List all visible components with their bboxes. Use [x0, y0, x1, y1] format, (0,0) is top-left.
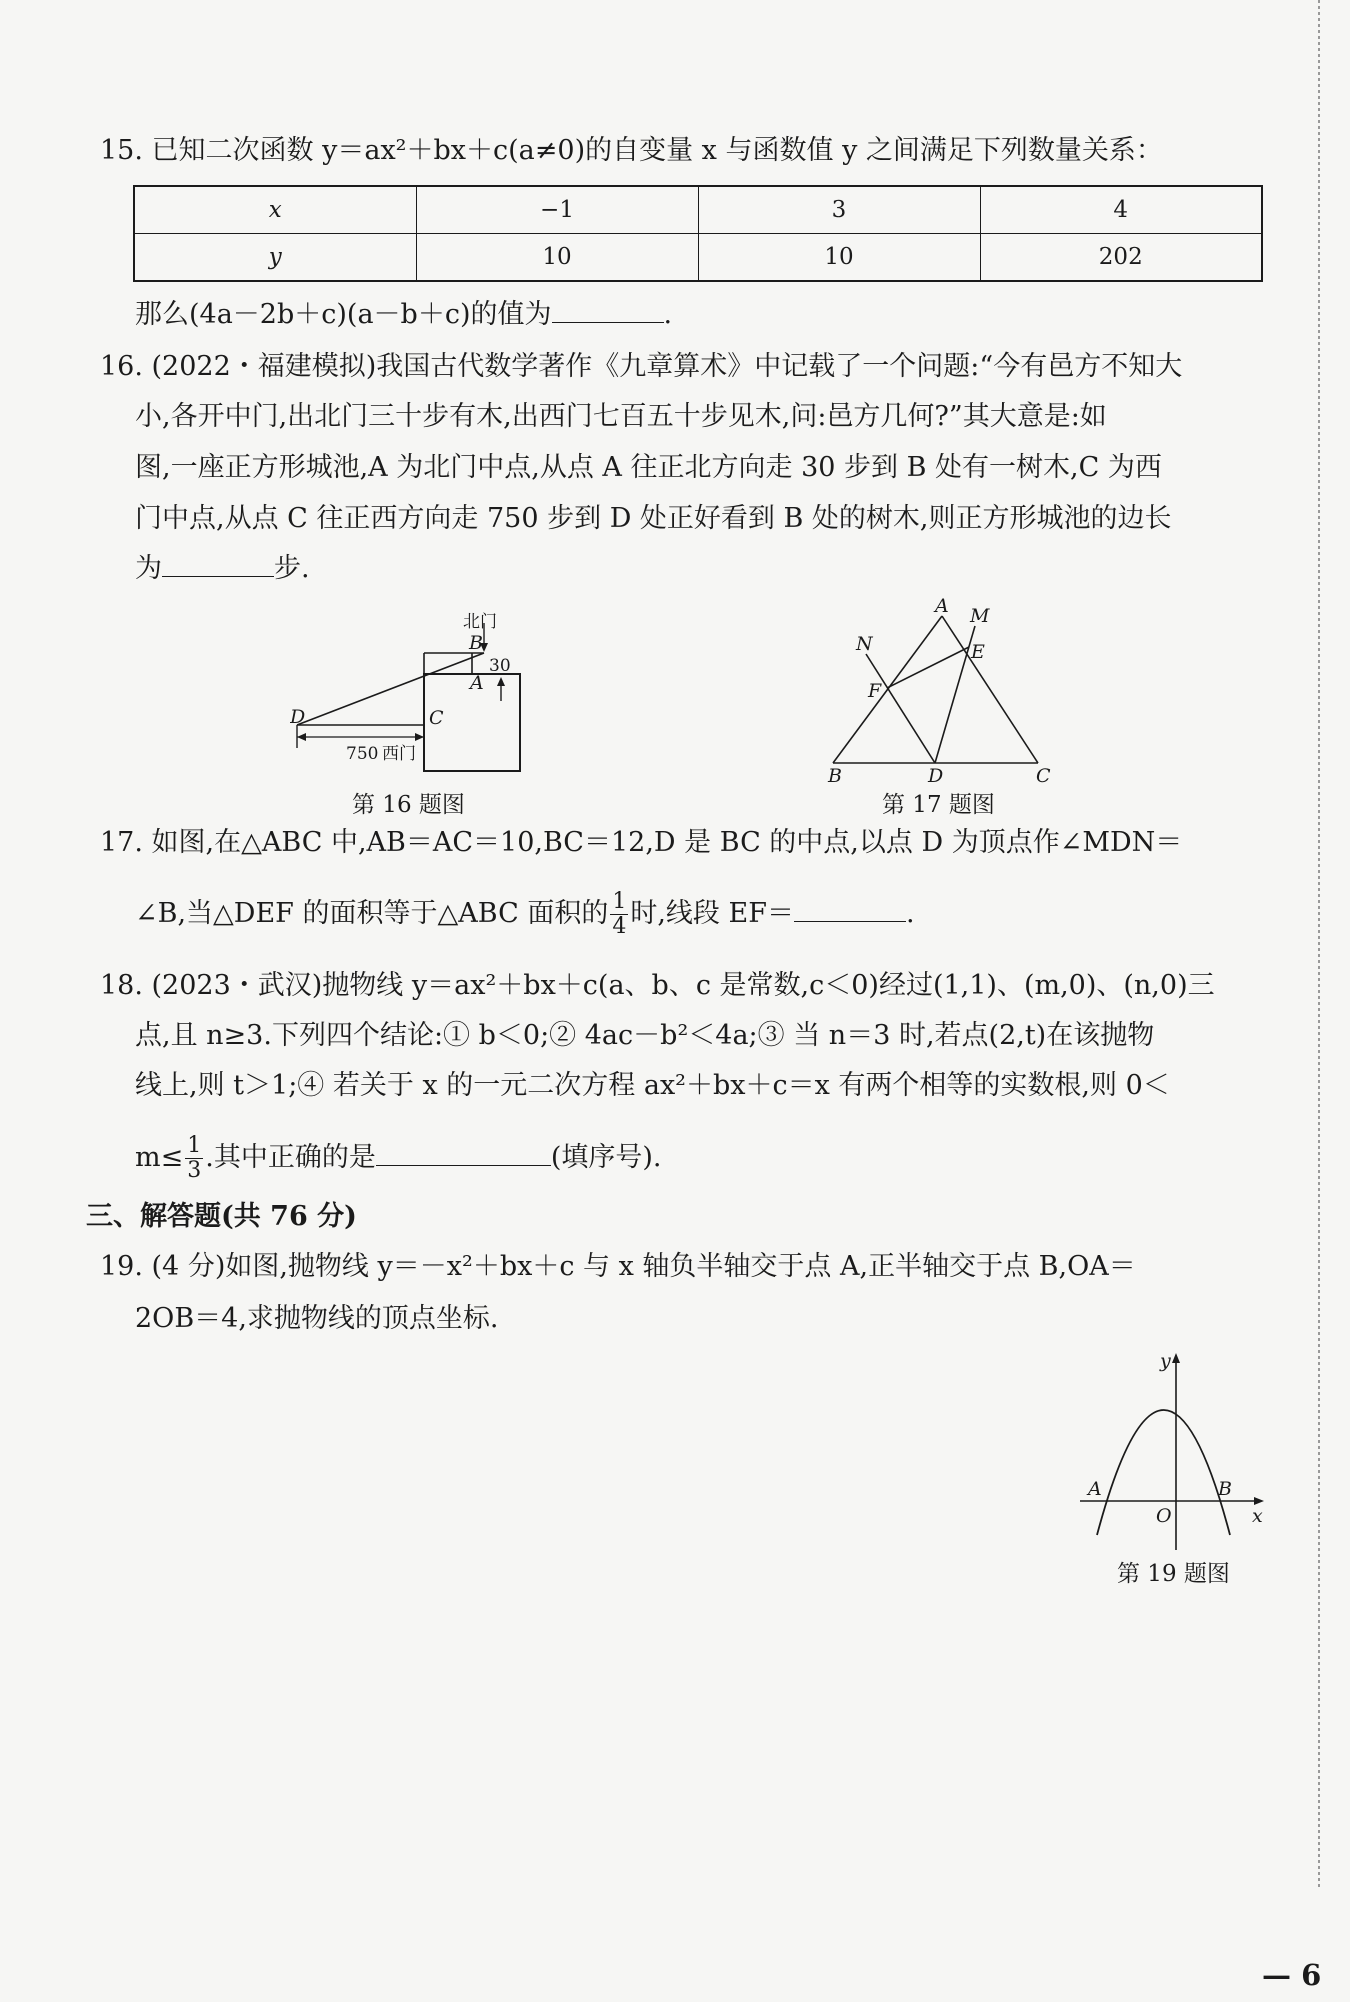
q19-line-2: 2OB＝4,求抛物线的顶点坐标. — [135, 1303, 499, 1334]
table-cell: −1 — [416, 186, 698, 234]
q17-figure — [820, 596, 1065, 786]
answer-blank[interactable] — [552, 298, 664, 323]
fraction-numerator: 1 — [187, 1133, 202, 1158]
q16-line-4: 门中点,从点 C 往正西方向走 750 步到 D 处正好看到 B 处的树木,则正方形城池的边长 — [135, 503, 1172, 534]
q19-caption: 第 19 题图 — [1117, 1561, 1230, 1587]
q18-line-4 — [135, 1134, 661, 1183]
point-label-f: F — [868, 680, 882, 702]
point-label-d: D — [290, 706, 306, 728]
point-label-a: A — [935, 596, 949, 617]
q16-figure — [290, 605, 550, 785]
north-gate-label: 北门 — [463, 612, 497, 632]
q17-line-2-text: ∠B,当△DEF 的面积等于△ABC 面积的 — [135, 898, 609, 929]
point-label-c: C — [429, 707, 444, 729]
west-gate-label: 西门 — [382, 744, 416, 764]
q16-line-1: 16. (2022・福建模拟)我国古代数学著作《九章算术》中记载了一个问题:“今有邑方不知大 — [100, 351, 1183, 382]
q19-line-1: 19. (4 分)如图,抛物线 y＝－x²＋bx＋c 与 x 轴负半轴交于点 A,正半轴交于点 B,OA＝ — [100, 1251, 1136, 1282]
q15-stem: 15. 已知二次函数 y＝ax²＋bx＋c(a≠0)的自变量 x 与函数值 y 之间满足下列数量关系： — [100, 135, 1163, 166]
q16-caption: 第 16 题图 — [352, 792, 465, 818]
q18-line-2: 点,且 n≥3.下列四个结论:① b＜0;② 4ac－b²＜4a;③ 当 n＝3 时,若点(2,t)在该抛物 — [135, 1020, 1155, 1051]
q16-line-5-end: 步. — [274, 553, 310, 584]
q19-figure — [1070, 1345, 1270, 1555]
x-axis-label: x — [1252, 1505, 1263, 1527]
q17-line-1: 17. 如图,在△ABC 中,AB＝AC＝10,BC＝12,D 是 BC 的中点,以点 D 为顶点作∠MDN＝ — [100, 827, 1183, 858]
table-cell: y — [134, 234, 416, 282]
q18-line-1: 18. (2023・武汉)抛物线 y＝ax²＋bx＋c(a、b、c 是常数,c＜0)经过(1,1)、(m,0)、(n,0)三 — [100, 970, 1215, 1001]
q15-ask-text: 那么(4a－2b＋c)(a－b＋c)的值为 — [135, 299, 552, 330]
point-label-b: B — [469, 632, 483, 654]
q15-value-table — [133, 185, 1263, 282]
table-cell: 4 — [980, 186, 1262, 234]
point-label-d: D — [928, 765, 944, 786]
fraction-one-third — [185, 1134, 203, 1183]
north-distance-label: 30 — [489, 656, 511, 676]
point-label-b: B — [828, 765, 842, 786]
west-distance-label: 750 — [346, 744, 379, 764]
fraction-numerator: 1 — [612, 889, 627, 914]
page-number: — 6 — [1262, 1958, 1322, 1992]
answer-blank[interactable] — [376, 1141, 551, 1166]
q17-line-2 — [135, 890, 915, 939]
q16-line-3: 图,一座正方形城池,A 为北门中点,从点 A 往正北方向走 30 步到 B 处有一树木,C 为西 — [135, 452, 1162, 483]
q15-ask — [135, 298, 672, 332]
point-label-n: N — [856, 633, 873, 655]
q16-line-5 — [135, 552, 310, 586]
fraction-denominator: 3 — [187, 1158, 202, 1183]
q18-line-4-end: (填序号). — [550, 1142, 662, 1173]
answer-blank[interactable] — [794, 897, 906, 922]
table-row — [134, 234, 1262, 282]
answer-blank[interactable] — [162, 552, 274, 577]
fraction-one-quarter — [610, 890, 628, 939]
section-title: 三、解答题(共 76 分) — [86, 1201, 357, 1232]
point-label-m: M — [970, 605, 990, 627]
q17-line-2-end: . — [905, 898, 915, 929]
fraction-denominator: 4 — [612, 914, 627, 939]
origin-label: O — [1156, 1505, 1172, 1527]
q17-line-2-mid: 时,线段 EF＝ — [630, 898, 794, 929]
point-label-a: A — [1088, 1478, 1102, 1500]
y-axis-label: y — [1160, 1350, 1171, 1372]
q15-ask-end: . — [663, 299, 673, 330]
table-row — [134, 186, 1262, 234]
table-cell: 10 — [698, 234, 980, 282]
point-label-a: A — [470, 672, 484, 694]
table-cell: 202 — [980, 234, 1262, 282]
q16-line-5-text: 为 — [135, 553, 162, 584]
q16-line-2: 小,各开中门,出北门三十步有木,出西门七百五十步见木,问:邑方几何?”其大意是:如 — [135, 401, 1107, 432]
point-label-c: C — [1036, 765, 1051, 786]
q18-line-3: 线上,则 t＞1;④ 若关于 x 的一元二次方程 ax²＋bx＋c＝x 有两个相等的实数根,则 0＜ — [135, 1070, 1170, 1101]
q18-line-4-text: m≤ — [135, 1142, 184, 1173]
table-cell: 3 — [698, 186, 980, 234]
point-label-e: E — [971, 641, 985, 663]
table-cell: 10 — [416, 234, 698, 282]
q18-line-4-mid: .其中正确的是 — [205, 1142, 376, 1173]
margin-dotted-rule — [1318, 0, 1320, 1890]
table-cell: x — [134, 186, 416, 234]
point-label-b: B — [1218, 1478, 1232, 1500]
q17-caption: 第 17 题图 — [882, 792, 995, 818]
